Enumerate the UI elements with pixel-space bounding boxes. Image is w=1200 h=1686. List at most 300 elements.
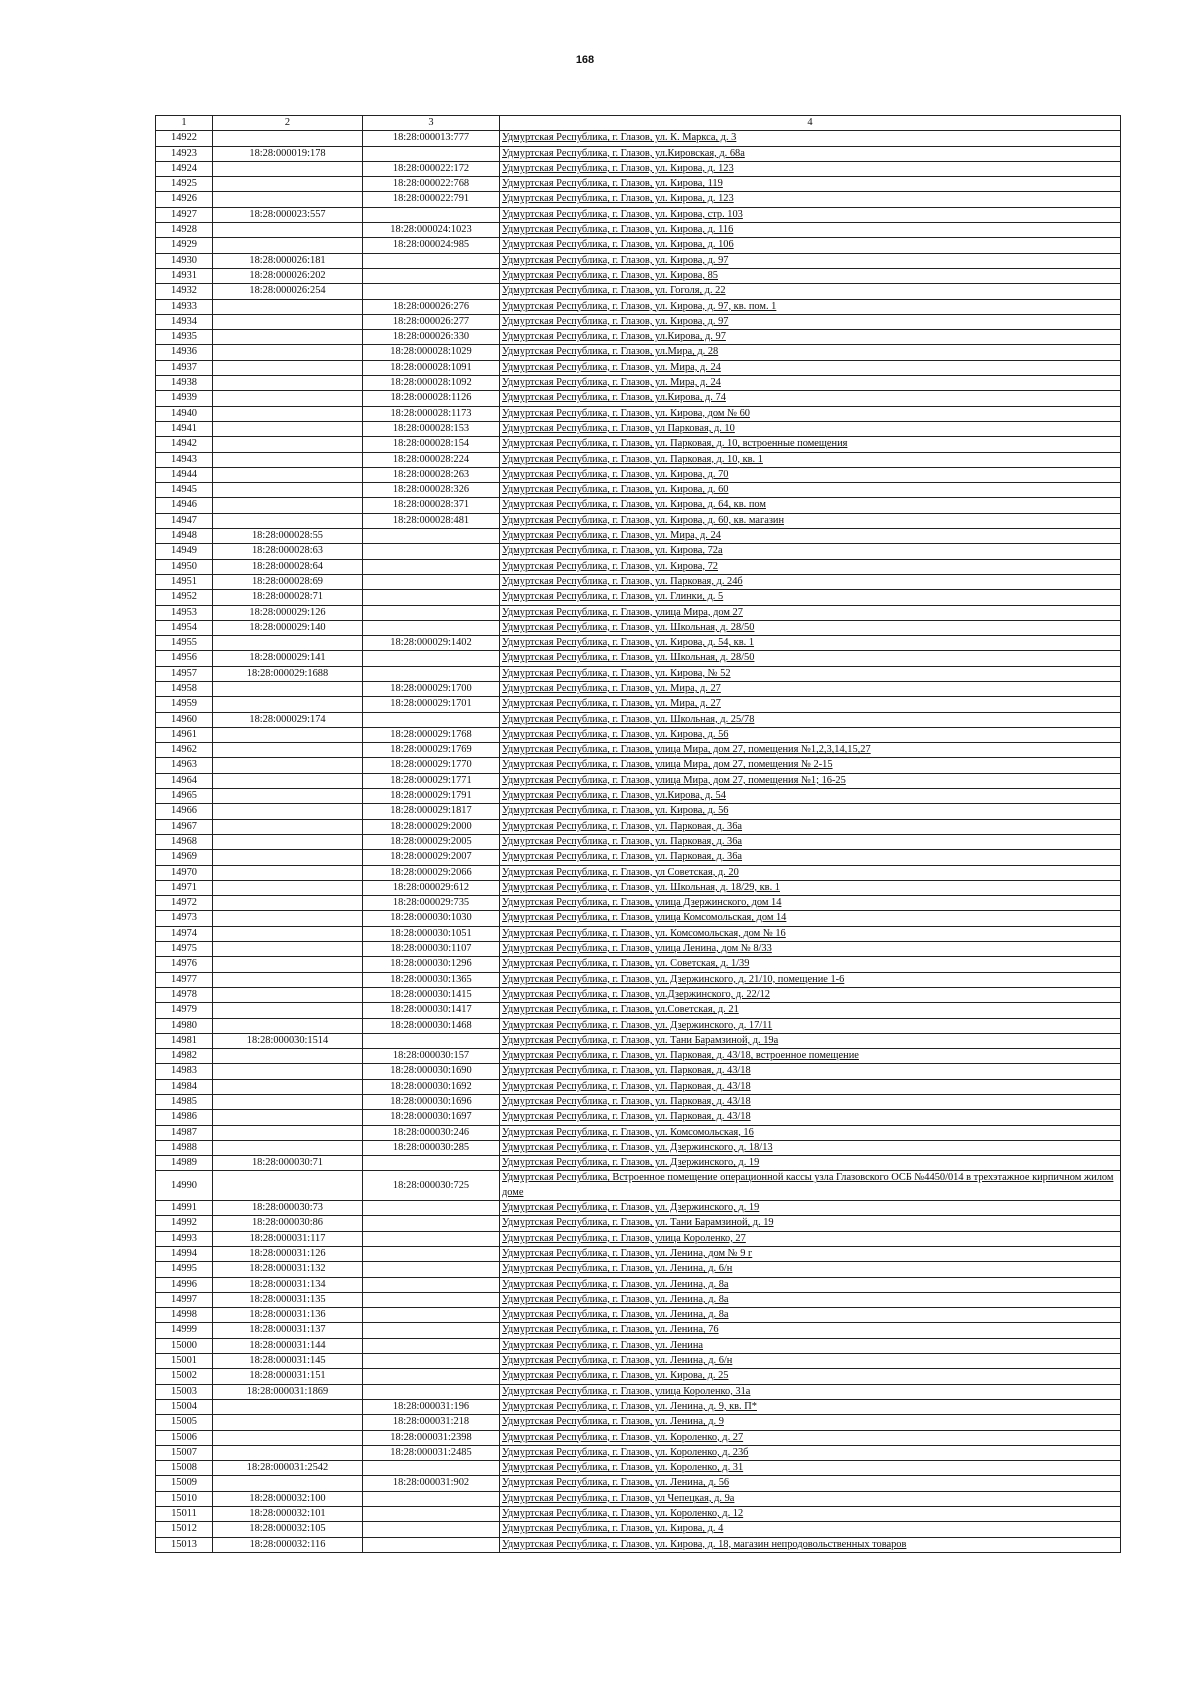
row-number-cell: 14948 — [156, 529, 213, 544]
row-number-cell: 14949 — [156, 544, 213, 559]
address-cell: Удмуртская Республика, г. Глазов, ул. Школьная, д. 25/78 — [500, 712, 1121, 727]
address-cell: Удмуртская Республика, г. Глазов, ул.Дзержинского, д. 22/12 — [500, 987, 1121, 1002]
building-cadastral-cell: 18:28:000028:1091 — [363, 360, 500, 375]
row-number-cell: 14992 — [156, 1216, 213, 1231]
address-cell: Удмуртская Республика, г. Глазов, ул. Короленко, д. 27 — [500, 1430, 1121, 1445]
address-cell: Удмуртская Республика, г. Глазов, ул. Дзержинского, д. 19 — [500, 1201, 1121, 1216]
row-number-cell: 14938 — [156, 376, 213, 391]
table-row — [156, 1369, 1121, 1384]
row-number-cell: 14971 — [156, 880, 213, 895]
table-row — [156, 1049, 1121, 1064]
table-row — [156, 192, 1121, 207]
address-cell: Удмуртская Республика, г. Глазов, ул. Комсомольская, 16 — [500, 1125, 1121, 1140]
row-number-cell: 15004 — [156, 1399, 213, 1414]
table-row — [156, 268, 1121, 283]
row-number-cell: 14945 — [156, 483, 213, 498]
building-cadastral-cell — [363, 590, 500, 605]
land-cadastral-cell — [213, 865, 363, 880]
building-cadastral-cell — [363, 1537, 500, 1552]
building-cadastral-cell — [363, 712, 500, 727]
table-row — [156, 131, 1121, 146]
land-cadastral-cell: 18:28:000031:151 — [213, 1369, 363, 1384]
land-cadastral-cell — [213, 1079, 363, 1094]
building-cadastral-cell: 18:28:000028:154 — [363, 437, 500, 452]
row-number-cell: 15003 — [156, 1384, 213, 1399]
land-cadastral-cell — [213, 330, 363, 345]
address-cell: Удмуртская Республика, г. Глазов, ул. Школьная, д. 28/50 — [500, 620, 1121, 635]
column-header-cadastral-building: 3 — [363, 116, 500, 131]
table-row — [156, 376, 1121, 391]
row-number-cell: 14963 — [156, 758, 213, 773]
address-cell: Удмуртская Республика, г. Глазов, ул. К. Маркса, д. 3 — [500, 131, 1121, 146]
address-cell: Удмуртская Республика, г. Глазов, улица Дзержинского, дом 14 — [500, 896, 1121, 911]
table-row — [156, 1507, 1121, 1522]
land-cadastral-cell — [213, 1430, 363, 1445]
table-row — [156, 161, 1121, 176]
address-cell: Удмуртская Республика, г. Глазов, ул. Парковая, д. 43/18 — [500, 1095, 1121, 1110]
building-cadastral-cell: 18:28:000029:1768 — [363, 727, 500, 742]
row-number-cell: 14967 — [156, 819, 213, 834]
address-cell: Удмуртская Республика, г. Глазов, ул. Комсомольская, дом № 16 — [500, 926, 1121, 941]
building-cadastral-cell — [363, 146, 500, 161]
row-number-cell: 14925 — [156, 177, 213, 192]
address-cell: Удмуртская Республика, г. Глазов, ул. Ленина, д. 9, кв. П* — [500, 1399, 1121, 1414]
land-cadastral-cell — [213, 483, 363, 498]
table-row — [156, 957, 1121, 972]
row-number-cell: 14934 — [156, 314, 213, 329]
building-cadastral-cell — [363, 1308, 500, 1323]
address-cell: Удмуртская Республика, г. Глазов, ул. Короленко, д. 12 — [500, 1507, 1121, 1522]
land-cadastral-cell: 18:28:000032:116 — [213, 1537, 363, 1552]
building-cadastral-cell — [363, 1262, 500, 1277]
building-cadastral-cell — [363, 529, 500, 544]
land-cadastral-cell: 18:28:000031:145 — [213, 1354, 363, 1369]
building-cadastral-cell: 18:28:000031:2485 — [363, 1445, 500, 1460]
table-row — [156, 1445, 1121, 1460]
land-cadastral-cell — [213, 1110, 363, 1125]
address-cell: Удмуртская Республика, г. Глазов, ул. Кирова, д. 123 — [500, 192, 1121, 207]
table-row — [156, 987, 1121, 1002]
address-cell: Удмуртская Республика, г. Глазов, ул Парковая, д. 10 — [500, 421, 1121, 436]
address-cell: Удмуртская Республика, г. Глазов, ул. Парковая, д. 43/18 — [500, 1064, 1121, 1079]
address-cell: Удмуртская Республика, г. Глазов, улица Комсомольская, дом 14 — [500, 911, 1121, 926]
land-cadastral-cell — [213, 911, 363, 926]
table-row — [156, 207, 1121, 222]
building-cadastral-cell: 18:28:000024:1023 — [363, 223, 500, 238]
land-cadastral-cell — [213, 223, 363, 238]
table-row — [156, 1231, 1121, 1246]
building-cadastral-cell: 18:28:000029:2005 — [363, 834, 500, 849]
land-cadastral-cell — [213, 452, 363, 467]
building-cadastral-cell — [363, 1231, 500, 1246]
row-number-cell: 14974 — [156, 926, 213, 941]
row-number-cell: 14960 — [156, 712, 213, 727]
land-cadastral-cell: 18:28:000026:202 — [213, 268, 363, 283]
table-row — [156, 1354, 1121, 1369]
address-cell: Удмуртская Республика, г. Глазов, ул. Парковая, д. 10, встроенные помещения — [500, 437, 1121, 452]
building-cadastral-cell: 18:28:000030:1468 — [363, 1018, 500, 1033]
building-cadastral-cell: 18:28:000029:1770 — [363, 758, 500, 773]
building-cadastral-cell: 18:28:000028:153 — [363, 421, 500, 436]
building-cadastral-cell — [363, 1201, 500, 1216]
land-cadastral-cell: 18:28:000029:126 — [213, 605, 363, 620]
address-cell: Удмуртская Республика, г. Глазов, ул. Кирова, д. 97 — [500, 253, 1121, 268]
building-cadastral-cell — [363, 1323, 500, 1338]
building-cadastral-cell: 18:28:000026:276 — [363, 299, 500, 314]
land-cadastral-cell — [213, 1125, 363, 1140]
address-cell: Удмуртская Республика, г. Глазов, ул. Кирова, 72 — [500, 559, 1121, 574]
table-row — [156, 1399, 1121, 1414]
land-cadastral-cell — [213, 177, 363, 192]
address-cell: Удмуртская Республика, г. Глазов, ул.Кирова, д. 54 — [500, 789, 1121, 804]
land-cadastral-cell — [213, 636, 363, 651]
row-number-cell: 14989 — [156, 1156, 213, 1171]
building-cadastral-cell — [363, 1369, 500, 1384]
building-cadastral-cell — [363, 651, 500, 666]
land-cadastral-cell — [213, 299, 363, 314]
table-row — [156, 789, 1121, 804]
land-cadastral-cell — [213, 467, 363, 482]
land-cadastral-cell — [213, 391, 363, 406]
land-cadastral-cell: 18:28:000028:55 — [213, 529, 363, 544]
row-number-cell: 14976 — [156, 957, 213, 972]
column-header-number: 1 — [156, 116, 213, 131]
address-cell: Удмуртская Республика, г. Глазов, ул. Парковая, д. 36а — [500, 819, 1121, 834]
address-cell: Удмуртская Республика, г. Глазов, ул. Кирова, д. 64, кв. пом — [500, 498, 1121, 513]
building-cadastral-cell: 18:28:000028:224 — [363, 452, 500, 467]
table-row — [156, 513, 1121, 528]
building-cadastral-cell — [363, 1033, 500, 1048]
land-cadastral-cell — [213, 1476, 363, 1491]
building-cadastral-cell: 18:28:000022:768 — [363, 177, 500, 192]
table-row — [156, 1246, 1121, 1261]
table-row — [156, 1476, 1121, 1491]
row-number-cell: 15005 — [156, 1415, 213, 1430]
row-number-cell: 14940 — [156, 406, 213, 421]
land-cadastral-cell: 18:28:000031:136 — [213, 1308, 363, 1323]
table-row — [156, 942, 1121, 957]
table-row — [156, 681, 1121, 696]
row-number-cell: 14991 — [156, 1201, 213, 1216]
row-number-cell: 14975 — [156, 942, 213, 957]
building-cadastral-cell — [363, 284, 500, 299]
address-cell: Удмуртская Республика, г. Глазов, ул. Ленина, д. 8а — [500, 1292, 1121, 1307]
address-cell: Удмуртская Республика, г. Глазов, ул.Советская, д. 21 — [500, 1003, 1121, 1018]
row-number-cell: 14962 — [156, 743, 213, 758]
address-cell: Удмуртская Республика, г. Глазов, ул.Кирова, д. 97 — [500, 330, 1121, 345]
building-cadastral-cell: 18:28:000030:1030 — [363, 911, 500, 926]
table-row — [156, 1110, 1121, 1125]
column-header-cadastral-land: 2 — [213, 116, 363, 131]
row-number-cell: 14957 — [156, 666, 213, 681]
table-row — [156, 574, 1121, 589]
table-row — [156, 1384, 1121, 1399]
land-cadastral-cell: 18:28:000029:141 — [213, 651, 363, 666]
building-cadastral-cell: 18:28:000030:1051 — [363, 926, 500, 941]
table-row — [156, 972, 1121, 987]
building-cadastral-cell — [363, 574, 500, 589]
land-cadastral-cell — [213, 697, 363, 712]
address-cell: Удмуртская Республика, г. Глазов, улица Мира, дом 27, помещения № 2-15 — [500, 758, 1121, 773]
address-cell: Удмуртская Республика, г. Глазов, ул. Дзержинского, д. 18/13 — [500, 1140, 1121, 1155]
table-row — [156, 773, 1121, 788]
land-cadastral-cell: 18:28:000026:181 — [213, 253, 363, 268]
property-registry-table — [155, 115, 1121, 1553]
row-number-cell: 14941 — [156, 421, 213, 436]
table-row — [156, 605, 1121, 620]
table-row — [156, 1262, 1121, 1277]
table-row — [156, 559, 1121, 574]
building-cadastral-cell: 18:28:000028:263 — [363, 467, 500, 482]
address-cell: Удмуртская Республика, г. Глазов, ул. Парковая, д. 43/18 — [500, 1079, 1121, 1094]
row-number-cell: 14958 — [156, 681, 213, 696]
building-cadastral-cell — [363, 666, 500, 681]
address-cell: Удмуртская Республика, г. Глазов, ул.Кировская, д. 68а — [500, 146, 1121, 161]
land-cadastral-cell: 18:28:000030:1514 — [213, 1033, 363, 1048]
row-number-cell: 14986 — [156, 1110, 213, 1125]
building-cadastral-cell: 18:28:000030:1697 — [363, 1110, 500, 1125]
row-number-cell: 14961 — [156, 727, 213, 742]
table-row — [156, 1415, 1121, 1430]
land-cadastral-cell — [213, 972, 363, 987]
building-cadastral-cell: 18:28:000028:1173 — [363, 406, 500, 421]
table-row — [156, 1491, 1121, 1506]
land-cadastral-cell: 18:28:000029:174 — [213, 712, 363, 727]
table-body — [156, 131, 1121, 1553]
address-cell: Удмуртская Республика, г. Глазов, ул. Парковая, д. 36а — [500, 834, 1121, 849]
address-cell: Удмуртская Республика, г. Глазов, ул. Парковая, д. 10, кв. 1 — [500, 452, 1121, 467]
land-cadastral-cell — [213, 880, 363, 895]
building-cadastral-cell: 18:28:000030:725 — [363, 1171, 500, 1201]
land-cadastral-cell: 18:28:000031:1869 — [213, 1384, 363, 1399]
building-cadastral-cell — [363, 268, 500, 283]
row-number-cell: 14979 — [156, 1003, 213, 1018]
table-row — [156, 177, 1121, 192]
row-number-cell: 14984 — [156, 1079, 213, 1094]
row-number-cell: 14980 — [156, 1018, 213, 1033]
address-cell: Удмуртская Республика, г. Глазов, ул. Кирова, 72а — [500, 544, 1121, 559]
land-cadastral-cell — [213, 942, 363, 957]
table-row — [156, 804, 1121, 819]
building-cadastral-cell — [363, 1522, 500, 1537]
building-cadastral-cell — [363, 544, 500, 559]
table-row — [156, 1125, 1121, 1140]
building-cadastral-cell: 18:28:000030:157 — [363, 1049, 500, 1064]
building-cadastral-cell: 18:28:000030:1296 — [363, 957, 500, 972]
building-cadastral-cell: 18:28:000028:1126 — [363, 391, 500, 406]
row-number-cell: 14997 — [156, 1292, 213, 1307]
building-cadastral-cell — [363, 1461, 500, 1476]
row-number-cell: 15011 — [156, 1507, 213, 1522]
building-cadastral-cell: 18:28:000029:1700 — [363, 681, 500, 696]
address-cell: Удмуртская Республика, Встроенное помещение операционной кассы узла Глазовского ОСБ №4450/014 в трехэтажное кирпичном жилом доме — [500, 1171, 1121, 1201]
row-number-cell: 15007 — [156, 1445, 213, 1460]
row-number-cell: 14994 — [156, 1246, 213, 1261]
address-cell: Удмуртская Республика, г. Глазов, ул Советская, д. 20 — [500, 865, 1121, 880]
land-cadastral-cell — [213, 360, 363, 375]
row-number-cell: 14956 — [156, 651, 213, 666]
land-cadastral-cell — [213, 1399, 363, 1414]
building-cadastral-cell: 18:28:000013:777 — [363, 131, 500, 146]
row-number-cell: 15013 — [156, 1537, 213, 1552]
table-row — [156, 253, 1121, 268]
row-number-cell: 14965 — [156, 789, 213, 804]
building-cadastral-cell: 18:28:000022:172 — [363, 161, 500, 176]
row-number-cell: 14959 — [156, 697, 213, 712]
table-row — [156, 452, 1121, 467]
land-cadastral-cell — [213, 498, 363, 513]
row-number-cell: 14952 — [156, 590, 213, 605]
land-cadastral-cell — [213, 131, 363, 146]
address-cell: Удмуртская Республика, г. Глазов, ул. Школьная, д. 18/29, кв. 1 — [500, 880, 1121, 895]
table-row — [156, 330, 1121, 345]
building-cadastral-cell: 18:28:000030:1696 — [363, 1095, 500, 1110]
row-number-cell: 15009 — [156, 1476, 213, 1491]
row-number-cell: 14972 — [156, 896, 213, 911]
land-cadastral-cell — [213, 238, 363, 253]
address-cell: Удмуртская Республика, г. Глазов, ул. Тани Барамзиной, д. 19а — [500, 1033, 1121, 1048]
table-row — [156, 727, 1121, 742]
address-cell: Удмуртская Республика, г. Глазов, ул. Ленина, д. 56 — [500, 1476, 1121, 1491]
row-number-cell: 15001 — [156, 1354, 213, 1369]
address-cell: Удмуртская Республика, г. Глазов, ул. Короленко, д. 31 — [500, 1461, 1121, 1476]
row-number-cell: 14955 — [156, 636, 213, 651]
table-row — [156, 223, 1121, 238]
row-number-cell: 14927 — [156, 207, 213, 222]
building-cadastral-cell: 18:28:000028:1029 — [363, 345, 500, 360]
land-cadastral-cell — [213, 834, 363, 849]
table-row — [156, 712, 1121, 727]
table-row — [156, 544, 1121, 559]
building-cadastral-cell — [363, 1216, 500, 1231]
land-cadastral-cell — [213, 192, 363, 207]
building-cadastral-cell: 18:28:000029:2007 — [363, 850, 500, 865]
building-cadastral-cell: 18:28:000030:1417 — [363, 1003, 500, 1018]
building-cadastral-cell: 18:28:000028:371 — [363, 498, 500, 513]
building-cadastral-cell — [363, 605, 500, 620]
building-cadastral-cell: 18:28:000029:1701 — [363, 697, 500, 712]
table-row — [156, 834, 1121, 849]
row-number-cell: 14981 — [156, 1033, 213, 1048]
row-number-cell: 14929 — [156, 238, 213, 253]
building-cadastral-cell — [363, 1292, 500, 1307]
address-cell: Удмуртская Республика, г. Глазов, улица Мира, дом 27, помещения №1,2,3,14,15,27 — [500, 743, 1121, 758]
land-cadastral-cell — [213, 345, 363, 360]
address-cell: Удмуртская Республика, г. Глазов, ул. Советская, д. 1/39 — [500, 957, 1121, 972]
land-cadastral-cell — [213, 1445, 363, 1460]
address-cell: Удмуртская Республика, г. Глазов, ул. Парковая, д. 43/18, встроенное помещение — [500, 1049, 1121, 1064]
address-cell: Удмуртская Республика, г. Глазов, ул. Дзержинского, д. 17/11 — [500, 1018, 1121, 1033]
table-row — [156, 1430, 1121, 1445]
building-cadastral-cell: 18:28:000029:1769 — [363, 743, 500, 758]
land-cadastral-cell: 18:28:000029:140 — [213, 620, 363, 635]
address-cell: Удмуртская Республика, г. Глазов, ул. Ленина, д. 9 — [500, 1415, 1121, 1430]
table-row — [156, 483, 1121, 498]
land-cadastral-cell: 18:28:000031:144 — [213, 1338, 363, 1353]
address-cell: Удмуртская Республика, г. Глазов, ул. Гоголя, д. 22 — [500, 284, 1121, 299]
building-cadastral-cell — [363, 1507, 500, 1522]
land-cadastral-cell — [213, 850, 363, 865]
land-cadastral-cell — [213, 1018, 363, 1033]
address-cell: Удмуртская Республика, г. Глазов, ул. Кирова, д. 4 — [500, 1522, 1121, 1537]
address-cell: Удмуртская Республика, г. Глазов, улица Короленко, 27 — [500, 1231, 1121, 1246]
land-cadastral-cell: 18:28:000028:63 — [213, 544, 363, 559]
address-cell: Удмуртская Республика, г. Глазов, улица Мира, дом 27 — [500, 605, 1121, 620]
table-row — [156, 1537, 1121, 1552]
table-row — [156, 850, 1121, 865]
building-cadastral-cell: 18:28:000030:1690 — [363, 1064, 500, 1079]
row-number-cell: 14977 — [156, 972, 213, 987]
table-row — [156, 1277, 1121, 1292]
table-row — [156, 1216, 1121, 1231]
address-cell: Удмуртская Республика, г. Глазов, ул. Кирова, стр. 103 — [500, 207, 1121, 222]
building-cadastral-cell: 18:28:000029:1817 — [363, 804, 500, 819]
table-row — [156, 620, 1121, 635]
building-cadastral-cell: 18:28:000028:1092 — [363, 376, 500, 391]
address-cell: Удмуртская Республика, г. Глазов, ул. Ленина, д. 6/н — [500, 1354, 1121, 1369]
row-number-cell: 14953 — [156, 605, 213, 620]
building-cadastral-cell: 18:28:000026:330 — [363, 330, 500, 345]
land-cadastral-cell: 18:28:000032:105 — [213, 1522, 363, 1537]
table-row — [156, 1095, 1121, 1110]
address-cell: Удмуртская Республика, г. Глазов, ул. Ленина, дом № 9 г — [500, 1246, 1121, 1261]
land-cadastral-cell — [213, 957, 363, 972]
building-cadastral-cell: 18:28:000029:2000 — [363, 819, 500, 834]
address-cell: Удмуртская Республика, г. Глазов, ул. Ленина — [500, 1338, 1121, 1353]
address-cell: Удмуртская Республика, г. Глазов, ул. Короленко, д. 23б — [500, 1445, 1121, 1460]
address-cell: Удмуртская Республика, г. Глазов, ул. Ленина, д. 8а — [500, 1308, 1121, 1323]
address-cell: Удмуртская Республика, г. Глазов, ул. Парковая, д. 36а — [500, 850, 1121, 865]
table-row — [156, 345, 1121, 360]
row-number-cell: 14969 — [156, 850, 213, 865]
land-cadastral-cell — [213, 1140, 363, 1155]
address-cell: Удмуртская Республика, г. Глазов, ул. Кирова, д. 70 — [500, 467, 1121, 482]
building-cadastral-cell: 18:28:000030:1365 — [363, 972, 500, 987]
table-row — [156, 926, 1121, 941]
address-cell: Удмуртская Республика, г. Глазов, ул. Мира, д. 24 — [500, 529, 1121, 544]
address-cell: Удмуртская Республика, г. Глазов, ул. Кирова, д. 97 — [500, 314, 1121, 329]
table-row — [156, 651, 1121, 666]
row-number-cell: 14928 — [156, 223, 213, 238]
row-number-cell: 14930 — [156, 253, 213, 268]
table-row — [156, 1156, 1121, 1171]
row-number-cell: 14951 — [156, 574, 213, 589]
table-row — [156, 1003, 1121, 1018]
building-cadastral-cell — [363, 1156, 500, 1171]
address-cell: Удмуртская Республика, г. Глазов, ул. Кирова, № 52 — [500, 666, 1121, 681]
land-cadastral-cell — [213, 1003, 363, 1018]
row-number-cell: 14990 — [156, 1171, 213, 1201]
row-number-cell: 14966 — [156, 804, 213, 819]
address-cell: Удмуртская Республика, г. Глазов, улица Ленина, дом № 8/33 — [500, 942, 1121, 957]
column-header-address: 4 — [500, 116, 1121, 131]
row-number-cell: 15006 — [156, 1430, 213, 1445]
table-row — [156, 865, 1121, 880]
building-cadastral-cell — [363, 1338, 500, 1353]
address-cell: Удмуртская Республика, г. Глазов, улица Мира, дом 27, помещения №1; 16-25 — [500, 773, 1121, 788]
building-cadastral-cell: 18:28:000029:2066 — [363, 865, 500, 880]
table-row — [156, 146, 1121, 161]
table-row — [156, 437, 1121, 452]
building-cadastral-cell — [363, 1246, 500, 1261]
row-number-cell: 14939 — [156, 391, 213, 406]
address-cell: Удмуртская Республика, г. Глазов, ул. Кирова, д. 56 — [500, 804, 1121, 819]
building-cadastral-cell: 18:28:000022:791 — [363, 192, 500, 207]
row-number-cell: 14950 — [156, 559, 213, 574]
building-cadastral-cell: 18:28:000030:1692 — [363, 1079, 500, 1094]
table-row — [156, 406, 1121, 421]
land-cadastral-cell: 18:28:000023:557 — [213, 207, 363, 222]
